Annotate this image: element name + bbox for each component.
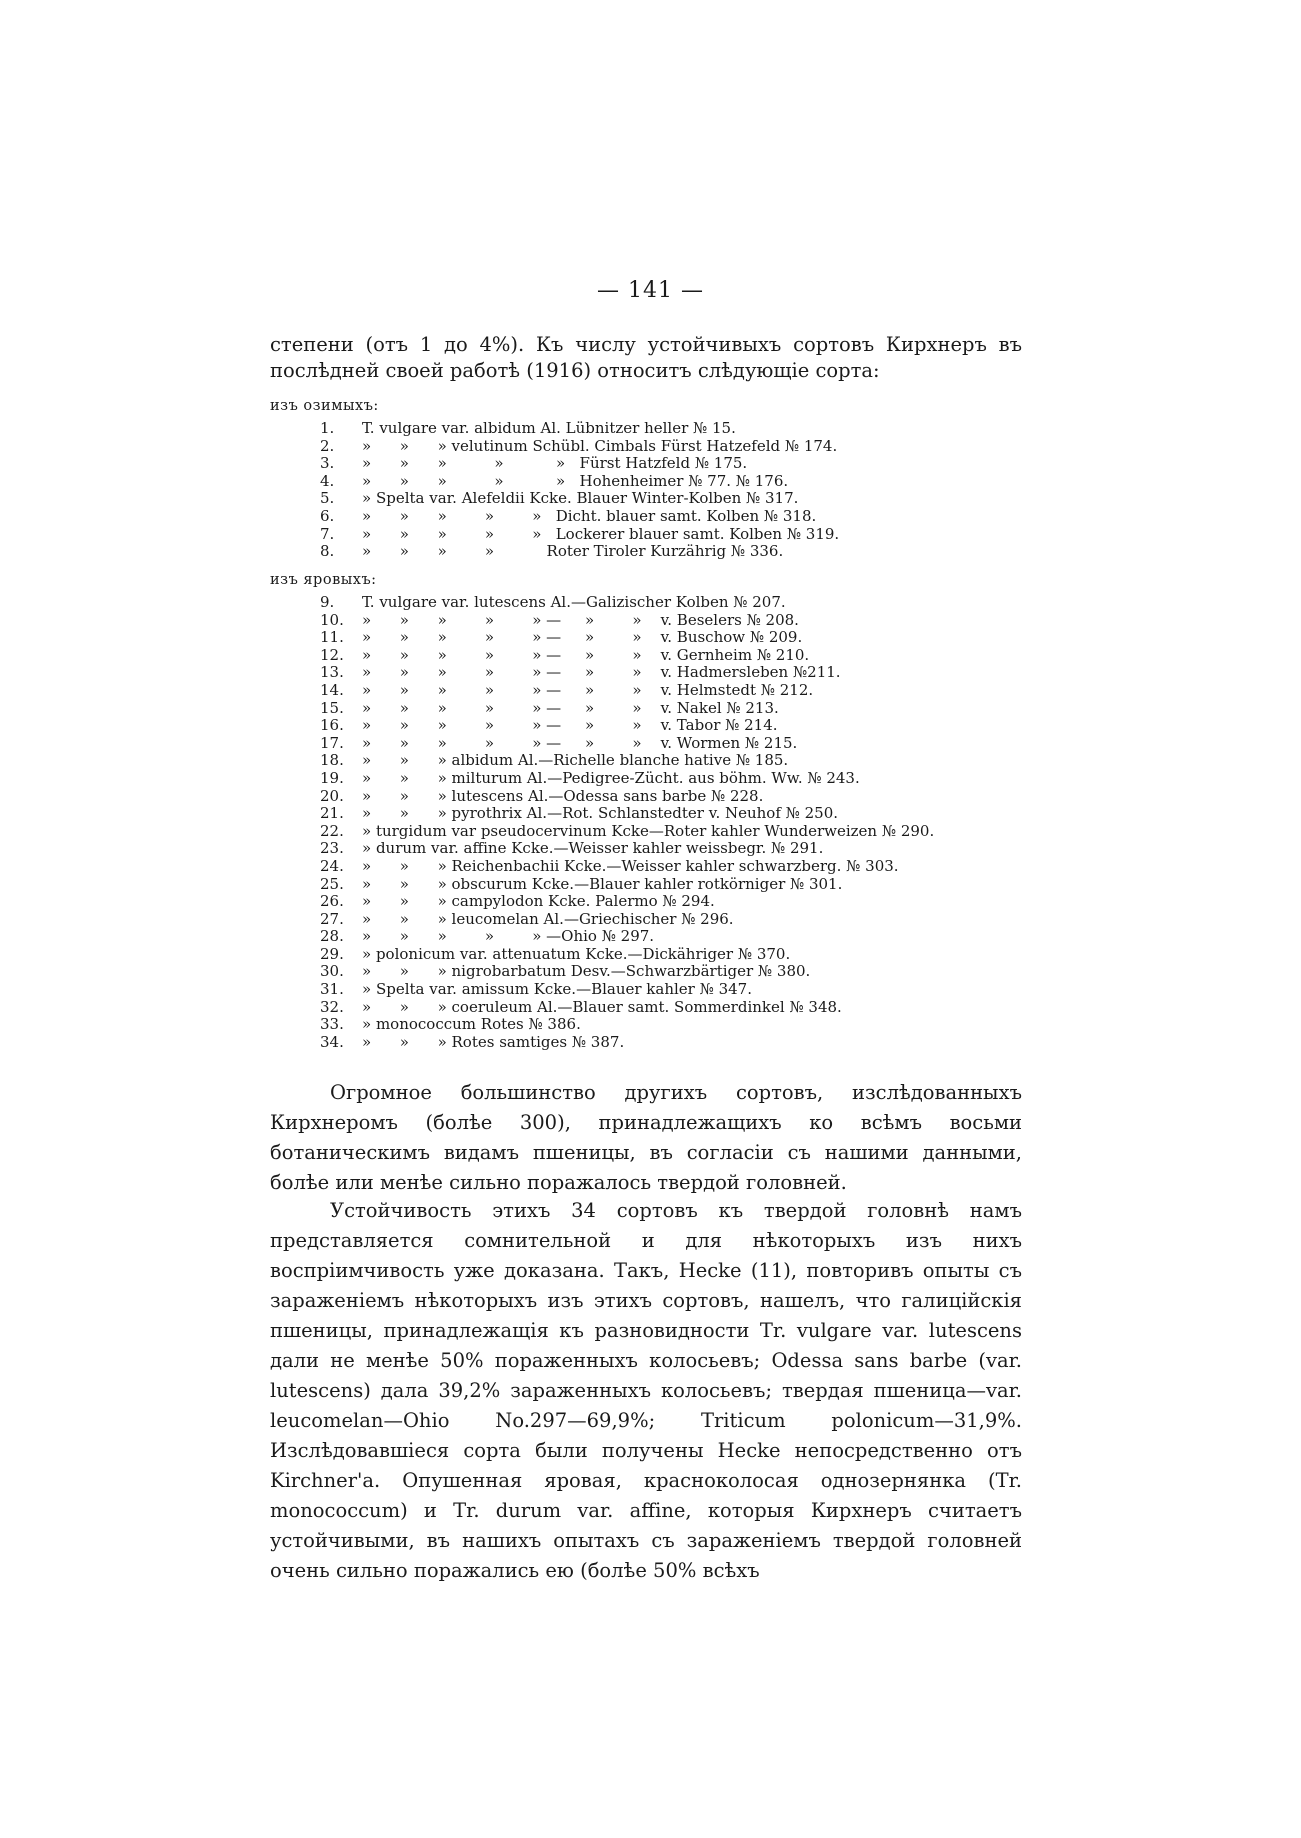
item-number: 1. [320,419,335,437]
item-number: 9. [320,593,335,611]
item-text: » » » » » — » » v. Hadmersleben №211. [362,663,841,682]
item-text: » » » » » — » » v. Buschow № 209. [362,628,803,647]
item-text: » » » » Roter Tiroler Kurzährig № 336. [362,542,784,561]
item-text: » » » albidum Al.—Richelle blanche hative № 185. [362,751,789,770]
item-number: 21. [320,804,344,823]
item-text: » » » » » Dicht. blauer samt. Kolben № 318. [362,506,817,525]
item-text: » Spelta var. amissum Kcke.—Blauer kahler № 347. [362,980,752,999]
item-text: » » » » » —Ohio № 297. [362,927,655,946]
item-number: 12. [320,645,344,664]
item-text: » » » Rotes samtiges № 387. [362,1032,625,1051]
item-number: 28. [320,927,344,946]
item-text: » monococcum Rotes № 386. [362,1015,581,1034]
item-number: 18. [320,751,344,770]
list-item [320,629,1020,647]
item-text: » » » » » Hohenheimer № 77. № 176. [362,471,789,490]
list-item [320,805,1020,823]
list-item [320,543,1020,561]
list-item [320,526,1020,544]
item-number: 4. [320,471,335,490]
list-item [320,752,1020,770]
item-number: 25. [320,874,344,893]
list-item [320,823,1020,841]
list-item [320,876,1020,894]
list-item [320,438,1020,456]
item-number: 3. [320,454,335,473]
body-paragraph-1: Огромное большинство другихъ сортовъ, изслѣдованныхъ Кирхнеромъ (болѣе 300), принадлежащихъ ко всѣмъ восьми ботаническимъ видамъ пшеницы, въ согласіи съ нашими данными, болѣе или менѣе сильно поражалось твердой головней. [270,1081,1022,1194]
item-text: » » » obscurum Kcke.—Blauer kahler rotkörniger № 301. [362,874,843,893]
item-text: » » » nigrobarbatum Desv.—Schwarzbärtiger № 380. [362,962,811,981]
list-item [320,717,1020,735]
list-item [320,858,1020,876]
spring-variety-list [320,594,1020,1051]
item-text: » Spelta var. Alefeldii Kcke. Blauer Winter-Kolben № 317. [362,489,799,508]
list-item [320,999,1020,1017]
item-text: » turgidum var pseudocervinum Kcke—Roter kahler Wunderweizen № 290. [362,821,935,840]
list-item [320,911,1020,929]
item-text: » » » » » — » » v. Nakel № 213. [362,698,779,717]
list-item [320,1016,1020,1034]
list-item [320,788,1020,806]
item-text: T. vulgare var. lutescens Al.—Galizischer Kolben № 207. [362,593,786,611]
item-number: 34. [320,1032,344,1051]
item-text: » » » » » — » » v. Beselers № 208. [362,610,799,629]
item-number: 14. [320,680,344,699]
item-text: » » » pyrothrix Al.—Rot. Schlanstedter v. Neuhof № 250. [362,804,839,823]
item-number: 7. [320,524,335,543]
item-text: » » » » » — » » v. Helmstedt № 212. [362,680,814,699]
item-number: 17. [320,733,344,752]
item-text: » » » milturum Al.—Pedigree-Zücht. aus böhm. Ww. № 243. [362,768,860,787]
item-text: » » » coeruleum Al.—Blauer samt. Sommerdinkel № 348. [362,997,842,1016]
item-text: » » » » » Lockerer blauer samt. Kolben № 319. [362,524,840,543]
list-item [320,700,1020,718]
item-number: 23. [320,839,344,858]
list-item [320,1034,1020,1052]
spring-heading: изъ яровыхъ: [270,572,377,588]
item-text: » durum var. affine Kcke.—Weisser kahler weissbegr. № 291. [362,839,824,858]
list-item [320,946,1020,964]
item-text: » » » campylodon Kcke. Palermo № 294. [362,892,715,911]
item-number: 30. [320,962,344,981]
list-item [320,735,1020,753]
list-item [320,840,1020,858]
list-item [320,963,1020,981]
item-number: 6. [320,506,335,525]
item-number: 33. [320,1015,344,1034]
item-text: » » » velutinum Schübl. Cimbals Fürst Hatzefeld № 174. [362,436,838,455]
item-text: » » » » » — » » v. Gernheim № 210. [362,645,810,664]
list-item [320,981,1020,999]
item-text: » » » » » — » » v. Tabor № 214. [362,716,778,735]
item-text: » » » leucomelan Al.—Griechischer № 296. [362,909,734,928]
item-number: 32. [320,997,344,1016]
winter-variety-list [320,420,1020,561]
item-number: 27. [320,909,344,928]
item-number: 24. [320,856,344,875]
item-number: 26. [320,892,344,911]
list-item [320,490,1020,508]
list-item [320,893,1020,911]
item-number: 22. [320,821,344,840]
item-number: 8. [320,542,335,561]
item-number: 2. [320,436,335,455]
item-number: 15. [320,698,344,717]
item-text: » » » lutescens Al.—Odessa sans barbe № 228. [362,786,764,805]
page-number: — 141 — [597,278,704,303]
list-item [320,420,1020,438]
item-number: 5. [320,489,335,508]
list-item [320,664,1020,682]
item-number: 29. [320,944,344,963]
list-item [320,612,1020,630]
list-item [320,455,1020,473]
list-item [320,647,1020,665]
list-item [320,770,1020,788]
item-text: » » » » » — » » v. Wormen № 215. [362,733,798,752]
item-number: 13. [320,663,344,682]
item-number: 20. [320,786,344,805]
winter-heading: изъ озимыхъ: [270,398,379,414]
item-number: 19. [320,768,344,787]
item-number: 16. [320,716,344,735]
item-number: 10. [320,610,344,629]
intro-paragraph: степени (отъ 1 до 4%). Къ числу устойчивыхъ сортовъ Кирхнеръ въ послѣдней своей работѣ (1916) относитъ слѣдующіе сорта: [270,333,1022,382]
item-text: » » » Reichenbachii Kcke.—Weisser kahler schwarzberg. № 303. [362,856,899,875]
item-text: T. vulgare var. albidum Al. Lübnitzer heller № 15. [362,419,736,437]
item-number: 11. [320,628,344,647]
list-item [320,594,1020,612]
list-item [320,508,1020,526]
item-text: » polonicum var. attenuatum Kcke.—Dickähriger № 370. [362,944,791,963]
list-item [320,928,1020,946]
list-item [320,473,1020,491]
item-number: 31. [320,980,344,999]
item-text: » » » » » Fürst Hatzfeld № 175. [362,454,748,473]
list-item [320,682,1020,700]
body-paragraph-2: Устойчивость этихъ 34 сортовъ къ твердой головнѣ намъ представляется сомнительной и для нѣкоторыхъ изъ нихъ воспріимчивость уже доказана. Такъ, Hecke (11), повторивъ опыты съ зараженіемъ нѣкоторыхъ изъ этихъ сортовъ, нашелъ, что галиційскія пшеницы, принадлежащія къ разновидности Tr. vulgare var. lutescens дали не менѣе 50% пораженныхъ колосьевъ; Odessa sans barbe (var. lutescens) дала 39,2% зараженныхъ колосьевъ; твердая пшеница—var. leucomelan—Ohio No.297—69,9%; Triticum polonicum—31,9%. Изслѣдовавшіеся сорта были получены Hecke непосредственно отъ Kirchner'а. Опушенная яровая, красноколосая однозернянка (Tr. monococcum) и Tr. durum var. affine, которыя Кирхнеръ считаетъ устойчивыми, въ нашихъ опытахъ съ зараженіемъ твердой головней очень сильно поражались ею (болѣе 50% всѣхъ [270,1199,1022,1582]
